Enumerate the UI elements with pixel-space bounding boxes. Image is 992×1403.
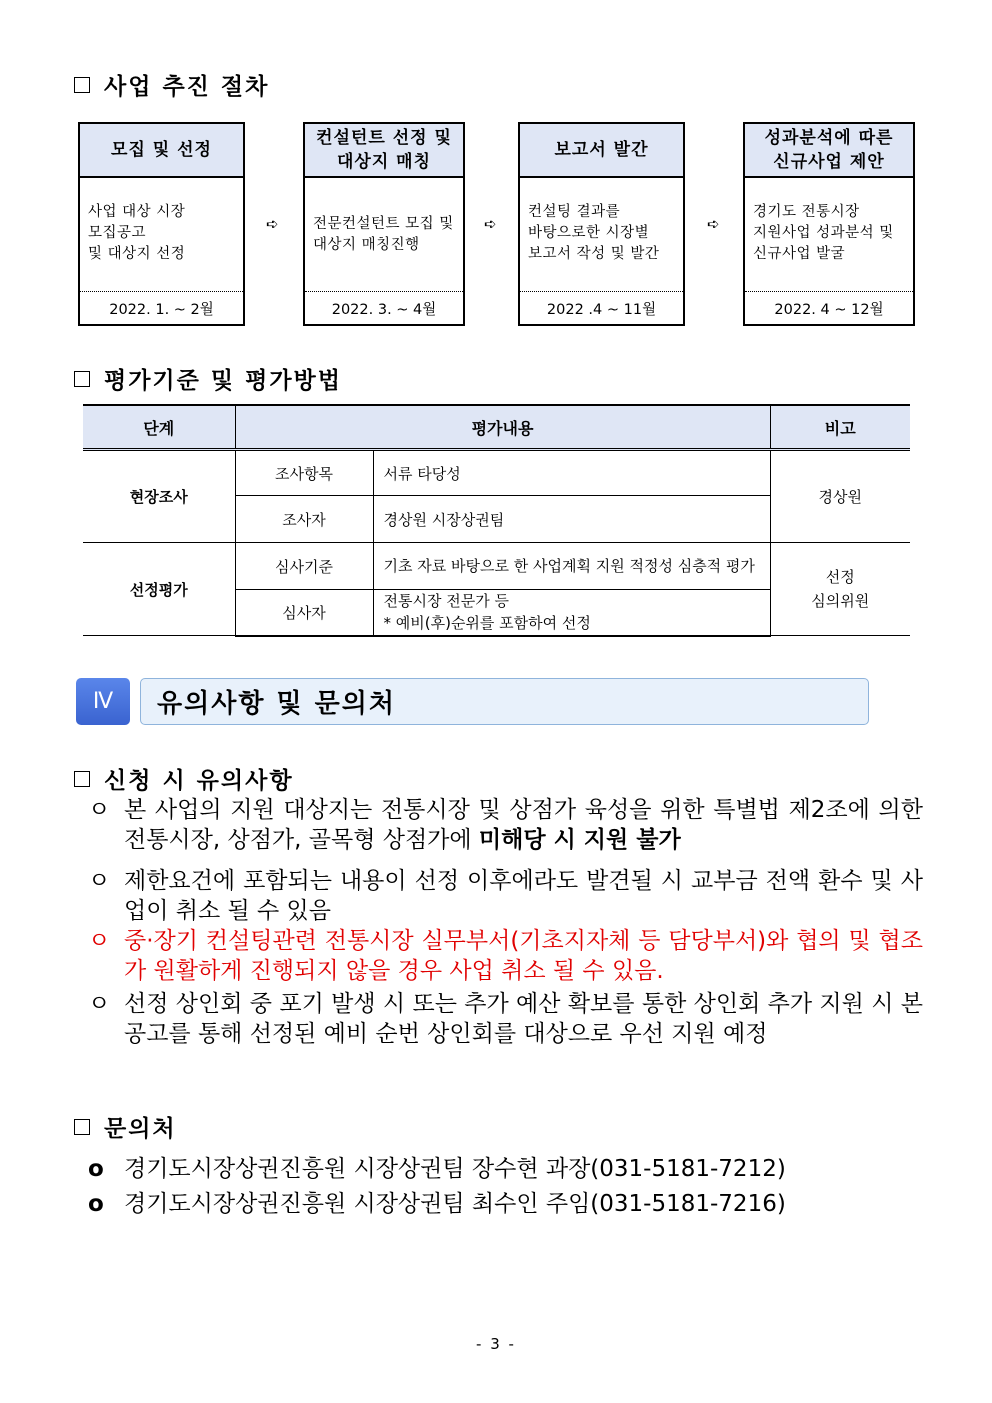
table-row — [83, 543, 910, 590]
checkbox-square-icon — [74, 771, 90, 787]
arrow-right-icon: ➪ — [707, 215, 720, 233]
process-step-title: 컨설턴트 선정 및 대상지 매칭 — [305, 124, 463, 178]
process-step-2 — [303, 122, 465, 326]
note-item-3: ㅇ 중·장기 컨설팅관련 전통시장 실무부서(기초지자체 등 담당부서)와 협의 및 협조가 원활하게 진행되지 않을 경우 사업 취소 될 수 있음. — [88, 928, 923, 984]
contact-item-1: o 경기도시장상권진흥원 시장상권팀 장수현 과장(031-5181-7212) — [88, 1156, 786, 1182]
process-step-4 — [743, 122, 915, 326]
bullet-marker: ㅇ — [88, 868, 111, 894]
bullet-marker: ㅇ — [88, 797, 111, 823]
process-step-3 — [518, 122, 685, 326]
note-cell: 선정 심의위원 — [770, 543, 910, 636]
bullet-marker: o — [88, 1156, 104, 1182]
item-value: 기초 자료 바탕으로 한 사업계획 지원 적정성 심층적 평가 — [373, 543, 770, 590]
section-heading-contacts: 문의처 — [74, 1110, 177, 1143]
table-row — [83, 450, 910, 496]
process-step-body: 경기도 전통시장 지원사업 성과분석 및 신규사업 발굴 — [753, 204, 894, 262]
process-step-date: 2022. 4 ~ 12월 — [745, 291, 913, 324]
item-value: 전통시장 전문가 등 * 예비(후)순위를 포함하여 선정 — [373, 590, 770, 636]
header-content: 평가내용 — [235, 405, 770, 450]
process-step-date: 2022. 1. ~ 2월 — [80, 291, 243, 324]
process-step-body: 사업 대상 시장 모집공고 및 대상지 선정 — [88, 204, 186, 262]
header-stage: 단계 — [83, 405, 235, 450]
header-note: 비고 — [770, 405, 910, 450]
note-item-4: ㅇ 선정 상인회 중 포기 발생 시 또는 추가 예산 확보를 통한 상인회 추가 지원 시 본 공고를 통해 선정된 예비 순번 상인회를 대상으로 우선 지원 예정 — [88, 991, 923, 1047]
contact-item-2: o 경기도시장상권진흥원 시장상권팀 최수인 주임(031-5181-7216) — [88, 1191, 786, 1217]
note-item-2: ㅇ 제한요건에 포함되는 내용이 선정 이후에라도 발견될 시 교부금 전액 환수 및 사업이 취소 될 수 있음 — [88, 868, 923, 924]
item-label: 심사자 — [235, 590, 373, 636]
process-step-1 — [78, 122, 245, 326]
section-heading-evaluation: 평가기준 및 평가방법 — [74, 362, 342, 395]
table-header-row — [83, 405, 910, 450]
bullet-marker: ㅇ — [88, 928, 111, 954]
process-step-title: 모집 및 선정 — [80, 124, 243, 178]
stage-cell: 선정평가 — [83, 543, 235, 636]
item-label: 심사기준 — [235, 543, 373, 590]
process-step-body: 전문컨설턴트 모집 및 대상지 매칭진행 — [313, 216, 454, 253]
process-step-date: 2022 .4 ~ 11월 — [520, 291, 683, 324]
process-step-title: 성과분석에 따른 신규사업 제안 — [745, 124, 913, 178]
evaluation-table — [83, 404, 910, 637]
process-step-body: 컨설팅 결과를 바탕으로한 시장별 보고서 작성 및 발간 — [528, 204, 660, 262]
item-value: 경상원 시장상권팀 — [373, 496, 770, 543]
item-label: 조사항목 — [235, 450, 373, 496]
section-heading-process: 사업 추진 절차 — [74, 68, 269, 101]
checkbox-square-icon — [74, 77, 90, 93]
process-step-title: 보고서 발간 — [520, 124, 683, 178]
checkbox-square-icon — [74, 1119, 90, 1135]
note-item-1: ㅇ 본 사업의 지원 대상지는 전통시장 및 상점가 육성을 위한 특별법 제2조에 의한 전통시장, 상점가, 골목형 상점가에 미해당 시 지원 불가 — [88, 797, 923, 853]
item-value: 서류 타당성 — [373, 450, 770, 496]
checkbox-square-icon — [74, 371, 90, 387]
process-step-date: 2022. 3. ~ 4월 — [305, 291, 463, 324]
chapter-number-badge: Ⅳ — [76, 678, 130, 725]
note-cell: 경상원 — [770, 450, 910, 543]
item-label: 조사자 — [235, 496, 373, 543]
bullet-marker: ㅇ — [88, 991, 111, 1017]
section-heading-notes: 신청 시 유의사항 — [74, 762, 294, 795]
chapter-title: 유의사항 및 문의처 — [140, 678, 869, 725]
bullet-marker: o — [88, 1191, 104, 1217]
arrow-right-icon: ➪ — [484, 215, 497, 233]
stage-cell: 현장조사 — [83, 450, 235, 543]
page-number: - 3 - — [476, 1335, 516, 1353]
arrow-right-icon: ➪ — [266, 215, 279, 233]
emphasis-text: 미해당 시 지원 불가 — [478, 827, 681, 853]
